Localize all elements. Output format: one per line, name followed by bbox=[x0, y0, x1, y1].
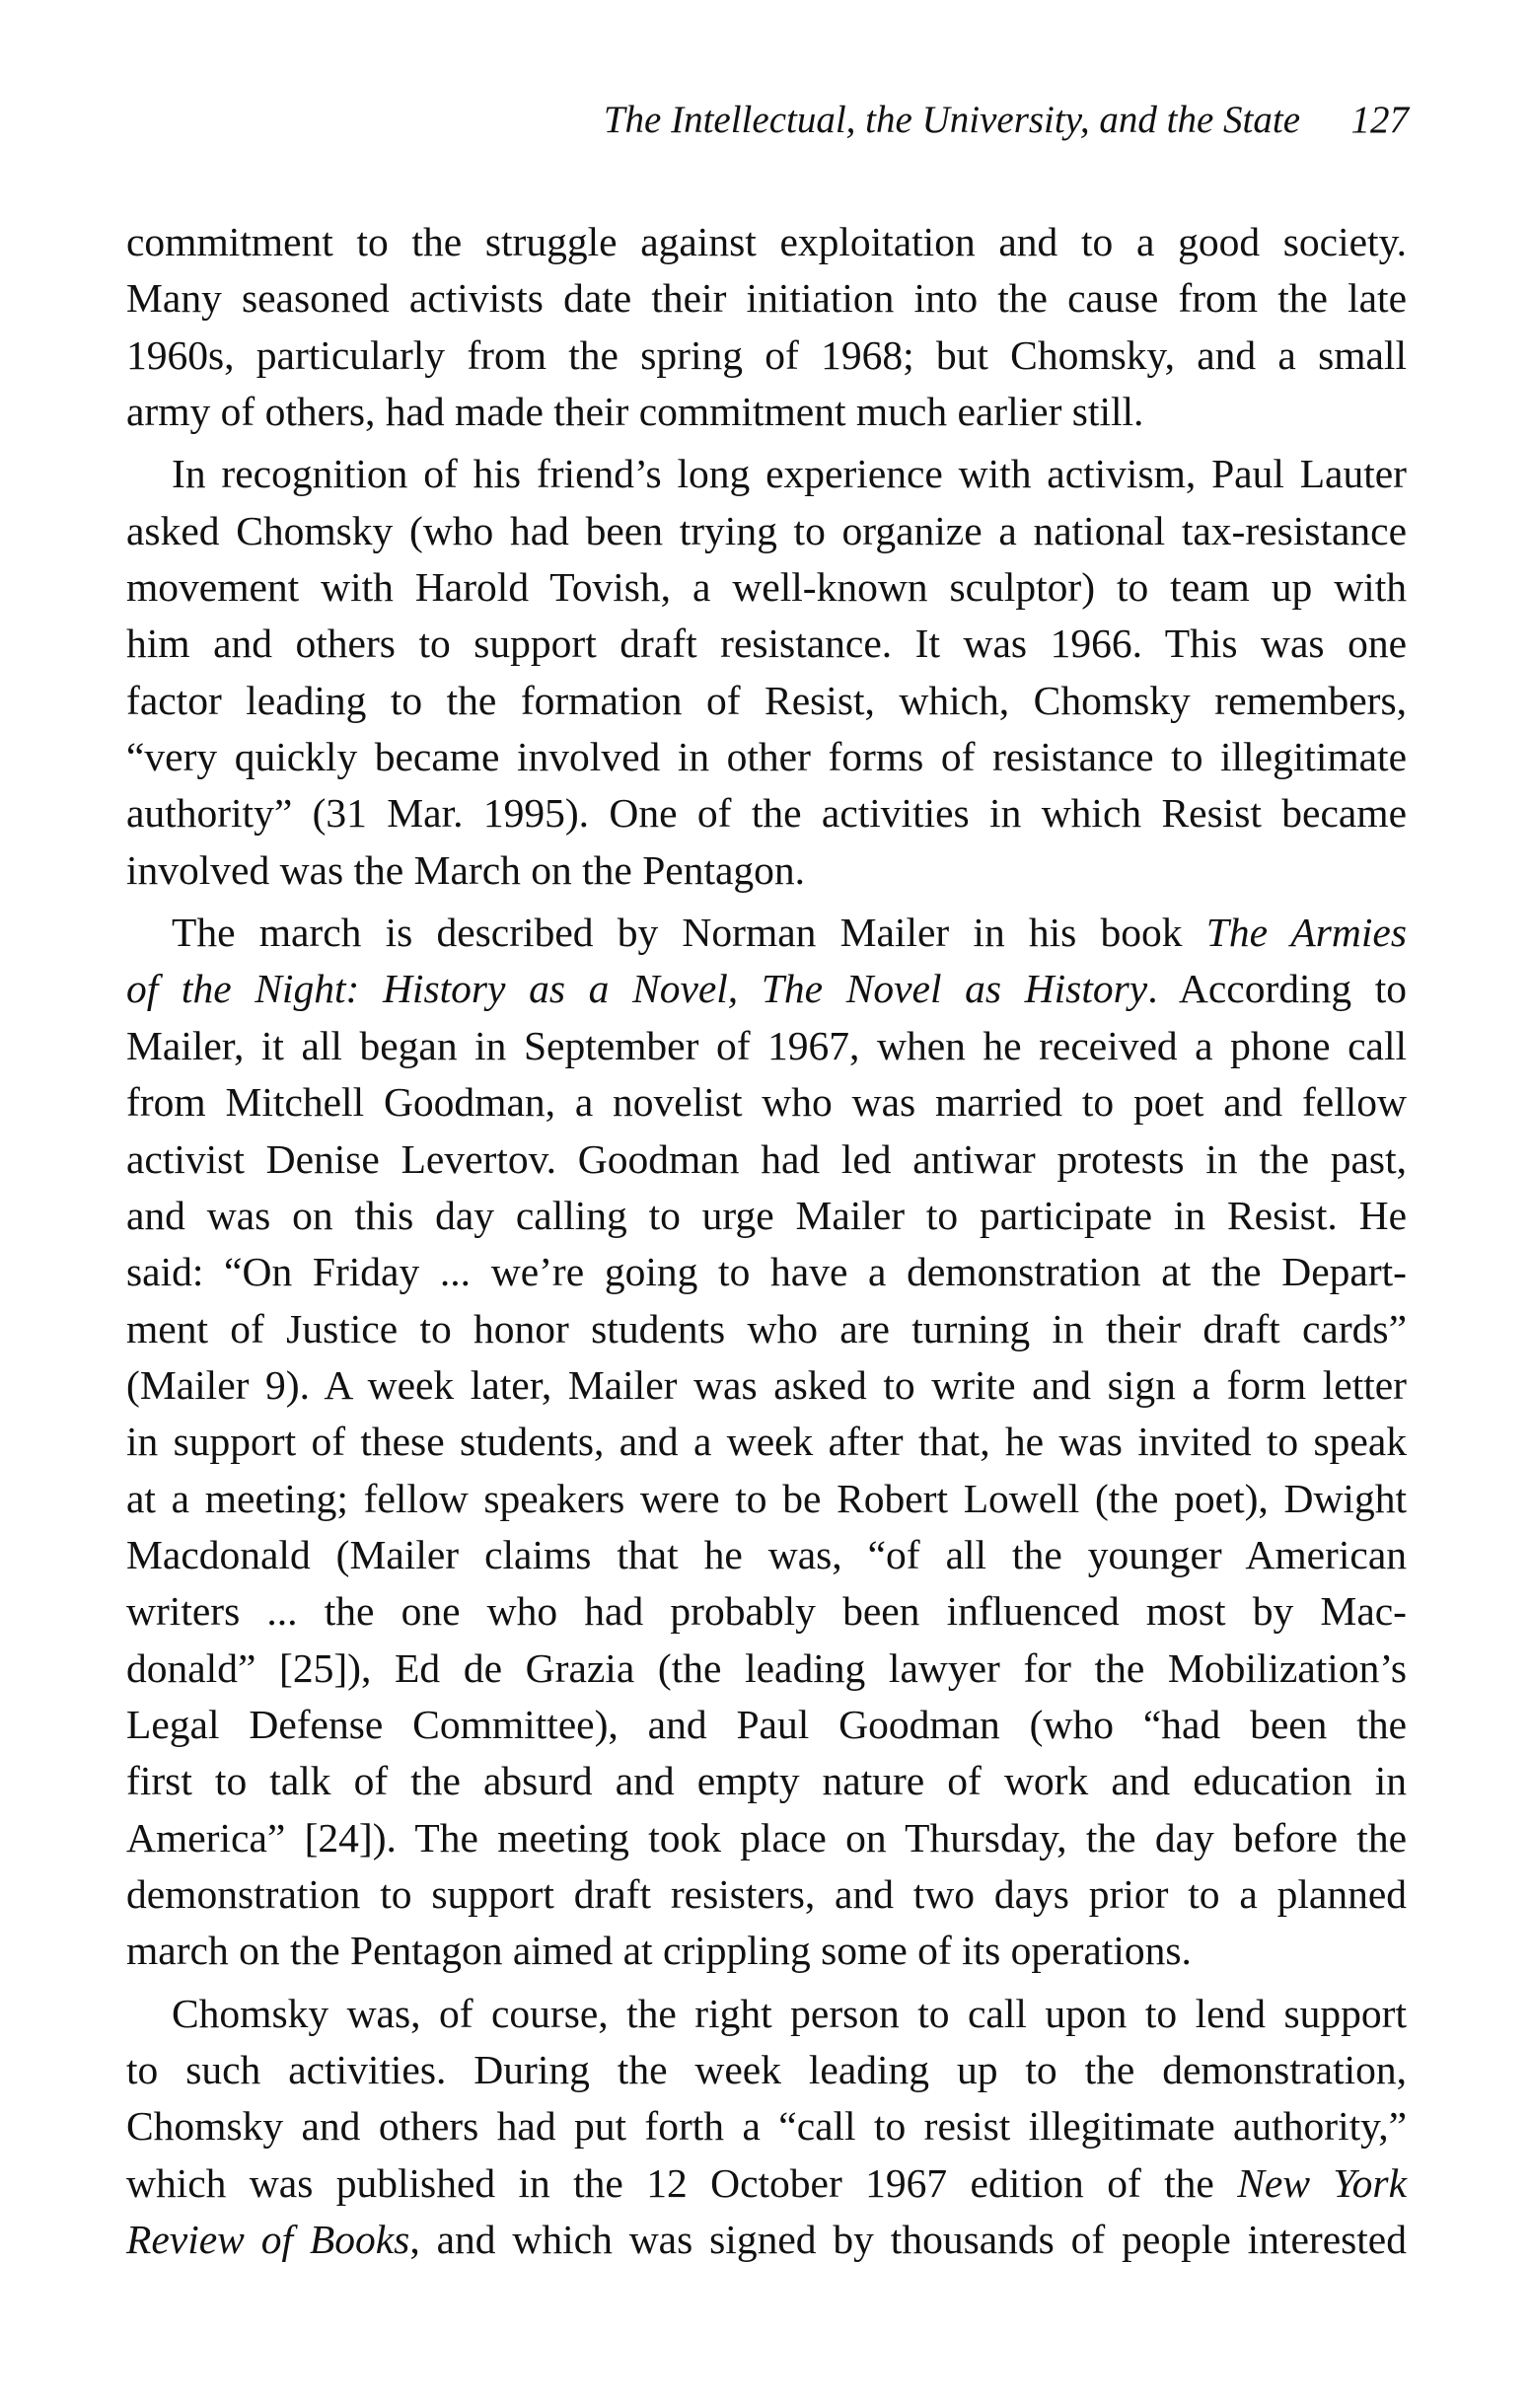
text-run: Macdonald (Mailer claims that he was, “of all the younger American bbox=[126, 1531, 1407, 1577]
text-line bbox=[126, 1244, 1407, 1300]
text-run: involved was the March on the Pentagon. bbox=[126, 846, 806, 893]
text-line bbox=[126, 384, 1407, 440]
text-run: in support of these students, and a week after that, he was invited to speak bbox=[126, 1419, 1407, 1465]
text-line bbox=[126, 270, 1407, 327]
text-line bbox=[126, 2155, 1407, 2212]
text-line bbox=[126, 1923, 1407, 1979]
text-line bbox=[126, 616, 1407, 672]
text-line bbox=[126, 1074, 1407, 1131]
text-line bbox=[126, 1753, 1407, 1809]
text-run: America” [24]). The meeting took place on Thursday, the day before the bbox=[126, 1814, 1407, 1861]
text-line bbox=[126, 1527, 1407, 1583]
page-number: 127 bbox=[1350, 99, 1409, 141]
text-run: demonstration to support draft resisters, and two days prior to a planned bbox=[126, 1870, 1407, 1917]
text-line bbox=[126, 1018, 1407, 1074]
text-run: and was on this day calling to urge Mailer to participate in Resist. He bbox=[126, 1192, 1407, 1238]
text-line bbox=[126, 961, 1407, 1017]
text-run: authority” (31 Mar. 1995). One of the activities in which Resist became bbox=[126, 790, 1407, 837]
text-run: movement with Harold Tovish, a well-known sculptor) to team up with bbox=[126, 564, 1407, 611]
text-line bbox=[126, 1414, 1407, 1470]
text-line bbox=[126, 673, 1407, 729]
paragraph bbox=[126, 1986, 1407, 2269]
text-line bbox=[126, 328, 1407, 384]
text-run: at a meeting; fellow speakers were to be Robert Lowell (the poet), Dwight bbox=[126, 1475, 1407, 1521]
italic-text: New York bbox=[1237, 2159, 1407, 2206]
text-line bbox=[126, 1188, 1407, 1244]
text-line bbox=[126, 1471, 1407, 1527]
text-run: writers ... the one who had probably been influenced most by Mac- bbox=[126, 1588, 1407, 1635]
text-line bbox=[126, 785, 1407, 841]
text-run: activist Denise Levertov. Goodman had led antiwar protests in the past, bbox=[126, 1135, 1407, 1182]
text-line bbox=[126, 1583, 1407, 1640]
text-line bbox=[126, 1986, 1407, 2042]
body-text bbox=[126, 214, 1407, 2268]
italic-text: The Armies bbox=[1205, 910, 1408, 956]
text-line bbox=[126, 1866, 1407, 1923]
text-run: (Mailer 9). A week later, Mailer was asked to write and sign a form letter bbox=[126, 1361, 1407, 1408]
text-line bbox=[126, 1810, 1407, 1866]
text-line bbox=[126, 214, 1407, 270]
italic-text: Review of Books bbox=[126, 2217, 410, 2263]
text-line bbox=[126, 1301, 1407, 1357]
text-line bbox=[126, 1641, 1407, 1697]
text-run: “very quickly became involved in other forms of resistance to illegitimate bbox=[126, 734, 1407, 780]
paragraph bbox=[126, 446, 1407, 899]
text-run: to such activities. During the week leading up to the demonstration, bbox=[126, 2047, 1407, 2092]
text-line bbox=[126, 503, 1407, 559]
text-line bbox=[126, 2042, 1407, 2098]
text-run: 1960s, particularly from the spring of 1968; but Chomsky, and a small bbox=[126, 331, 1407, 378]
text-line bbox=[126, 842, 1407, 899]
text-line bbox=[126, 2098, 1407, 2154]
text-run: Many seasoned activists date their initiation into the cause from the late bbox=[126, 275, 1407, 322]
text-run: army of others, had made their commitment much earlier still. bbox=[126, 389, 1144, 435]
text-run: . According to bbox=[1147, 966, 1407, 1012]
text-run: from Mitchell Goodman, a novelist who was married to poet and fellow bbox=[126, 1079, 1407, 1126]
text-run: him and others to support draft resistance. It was 1966. This was one bbox=[126, 620, 1407, 667]
text-run: ment of Justice to honor students who are turning in their draft cards” bbox=[126, 1305, 1407, 1351]
text-run: said: “On Friday ... we’re going to have a demonstration at the Depart- bbox=[126, 1249, 1407, 1295]
text-run: Mailer, it all began in September of 1967, when he received a phone call bbox=[126, 1022, 1407, 1068]
text-run: Chomsky was, of course, the right person to call upon to lend support bbox=[172, 1990, 1407, 2036]
text-line bbox=[126, 559, 1407, 616]
text-line bbox=[126, 2212, 1407, 2268]
text-line bbox=[126, 1697, 1407, 1753]
text-run: asked Chomsky (who had been trying to organize a national tax-resistance bbox=[126, 507, 1407, 553]
text-line bbox=[126, 905, 1407, 961]
text-line bbox=[126, 1357, 1407, 1414]
running-title: The Intellectual, the University, and the State bbox=[603, 99, 1300, 141]
text-run: commitment to the struggle against exploitation and to a good society. bbox=[126, 219, 1407, 264]
text-run: first to talk of the absurd and empty nature of work and education in bbox=[126, 1758, 1407, 1804]
text-run: Chomsky and others had put forth a “call to resist illegitimate authority,” bbox=[126, 2103, 1407, 2150]
running-head bbox=[126, 91, 1409, 150]
text-run: In recognition of his friend’s long experience with activism, Paul Lauter bbox=[172, 451, 1407, 497]
italic-text: of the Night: History as a Novel, The Novel as History bbox=[126, 966, 1148, 1012]
text-line bbox=[126, 446, 1407, 502]
text-run: march on the Pentagon aimed at crippling some of its operations. bbox=[126, 1928, 1192, 1974]
text-run: , and which was signed by thousands of people interested bbox=[409, 2217, 1407, 2263]
paragraph bbox=[126, 905, 1407, 1980]
text-run: donald” [25]), Ed de Grazia (the leading lawyer for the Mobilization’s bbox=[126, 1644, 1407, 1691]
text-run: factor leading to the formation of Resist, which, Chomsky remembers, bbox=[126, 677, 1407, 723]
text-run: which was published in the 12 October 1967 edition of the bbox=[126, 2159, 1238, 2206]
text-run: The march is described by Norman Mailer in his book bbox=[172, 910, 1206, 956]
text-line bbox=[126, 1131, 1407, 1188]
text-line bbox=[126, 729, 1407, 785]
text-run: Legal Defense Committee), and Paul Goodman (who “had been the bbox=[126, 1701, 1407, 1747]
paragraph bbox=[126, 214, 1407, 440]
